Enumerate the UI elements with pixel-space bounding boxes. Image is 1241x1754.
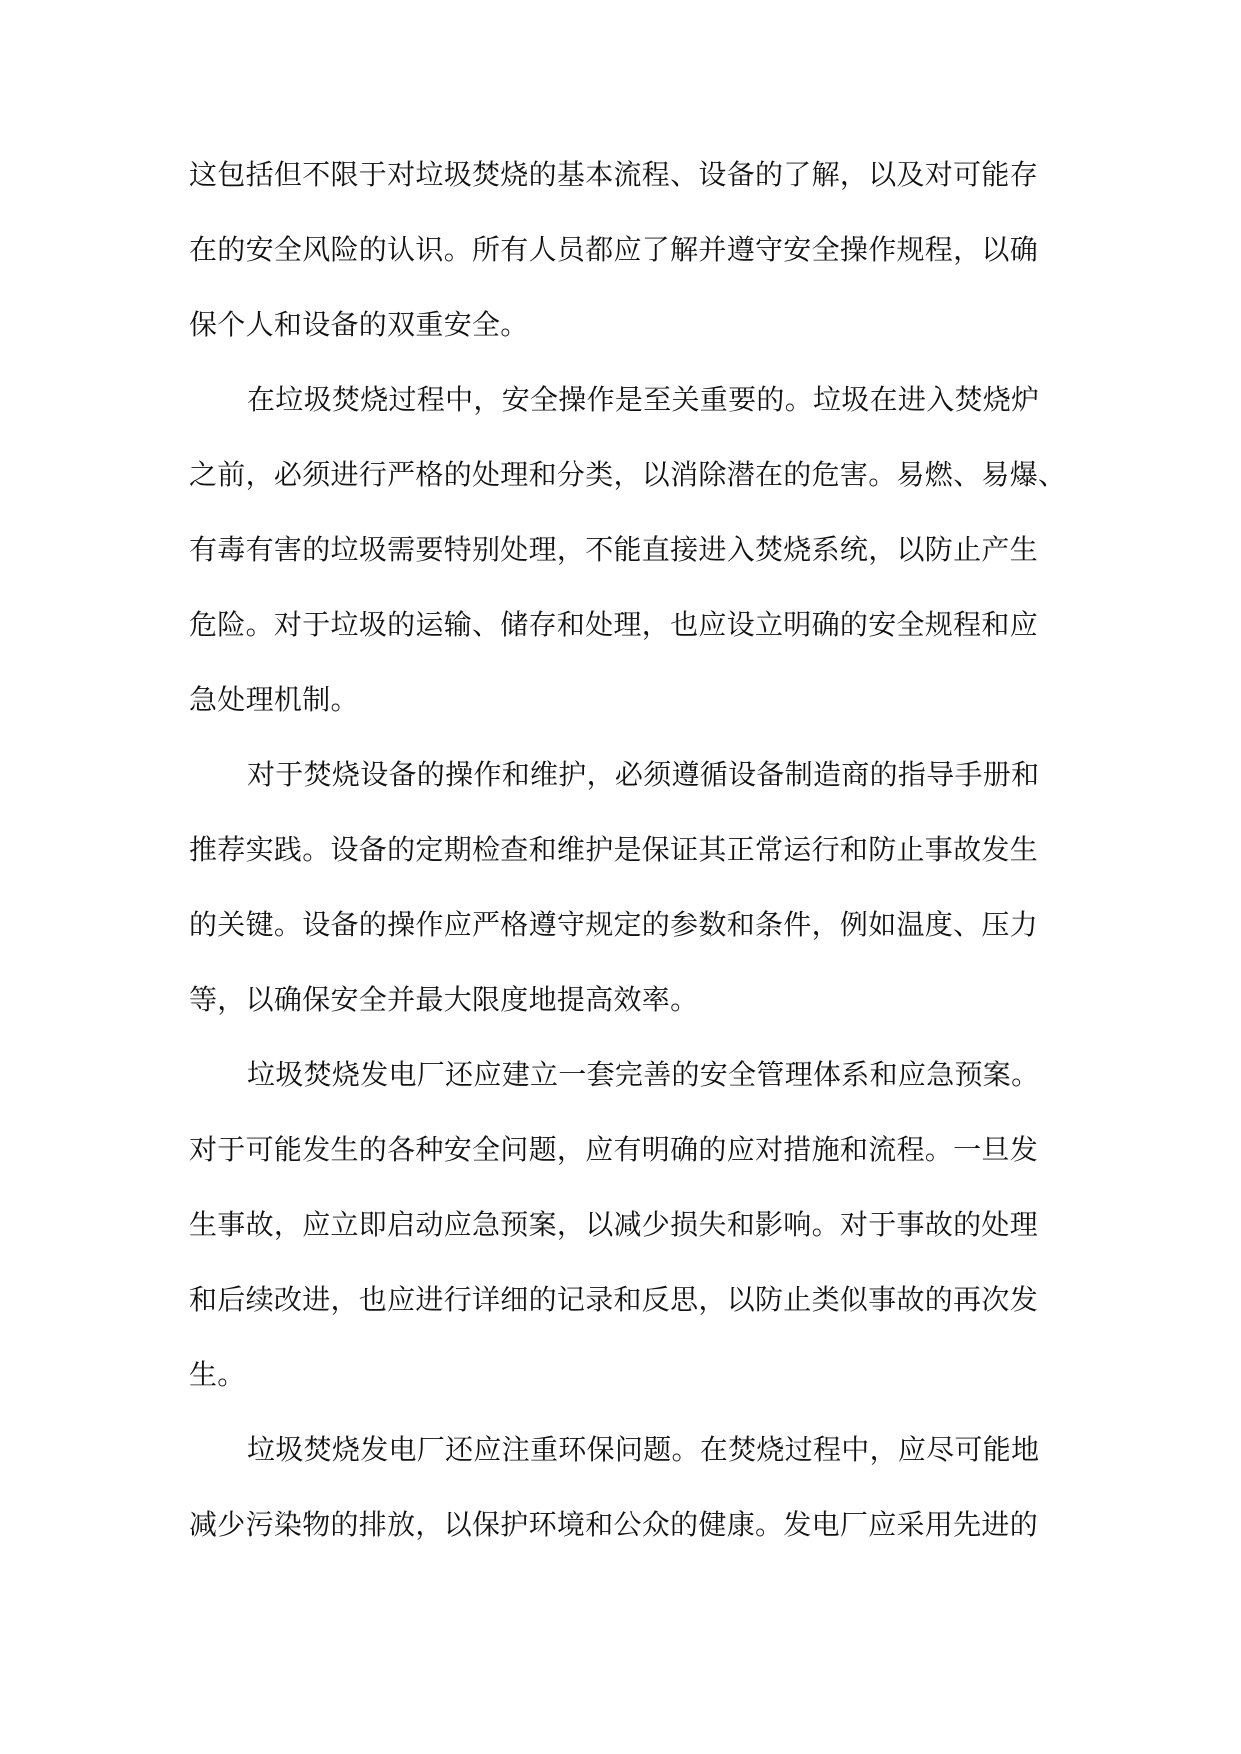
text-line: 之前，必须进行严格的处理和分类，以消除潜在的危害。易燃、易爆、 (189, 458, 1067, 491)
text-line: 的关键。设备的操作应严格遵守规定的参数和条件，例如温度、压力 (189, 908, 1039, 941)
text-line: 减少污染物的排放，以保护环境和公众的健康。发电厂应采用先进的 (189, 1508, 1039, 1541)
paragraph-first-line: 垃圾焚烧发电厂还应建立一套完善的安全管理体系和应急预案。 (247, 1058, 1040, 1091)
text-line: 生。 (189, 1358, 246, 1391)
text-line: 危险。对于垃圾的运输、储存和处理，也应设立明确的安全规程和应 (189, 608, 1039, 641)
text-line: 急处理机制。 (189, 683, 359, 716)
paragraph-first-line: 对于焚烧设备的操作和维护，必须遵循设备制造商的指导手册和 (247, 758, 1040, 791)
text-line: 生事故，应立即启动应急预案，以减少损失和影响。对于事故的处理 (189, 1208, 1039, 1241)
text-line: 有毒有害的垃圾需要特别处理，不能直接进入焚烧系统，以防止产生 (189, 533, 1039, 566)
paragraph-first-line: 垃圾焚烧发电厂还应注重环保问题。在焚烧过程中，应尽可能地 (247, 1433, 1040, 1466)
body-text (189, 137, 1067, 1562)
text-line: 等，以确保安全并最大限度地提高效率。 (189, 983, 699, 1016)
text-line: 这包括但不限于对垃圾焚烧的基本流程、设备的了解，以及对可能存 (189, 158, 1039, 191)
text-line: 和后续改进，也应进行详细的记录和反思，以防止类似事故的再次发 (189, 1283, 1039, 1316)
text-line: 保个人和设备的双重安全。 (189, 308, 529, 341)
paragraph-first-line: 在垃圾焚烧过程中，安全操作是至关重要的。垃圾在进入焚烧炉 (247, 383, 1040, 416)
text-line: 对于可能发生的各种安全问题，应有明确的应对措施和流程。一旦发 (189, 1133, 1039, 1166)
text-line: 推荐实践。设备的定期检查和维护是保证其正常运行和防止事故发生 (189, 833, 1039, 866)
text-line: 在的安全风险的认识。所有人员都应了解并遵守安全操作规程，以确 (189, 233, 1039, 266)
